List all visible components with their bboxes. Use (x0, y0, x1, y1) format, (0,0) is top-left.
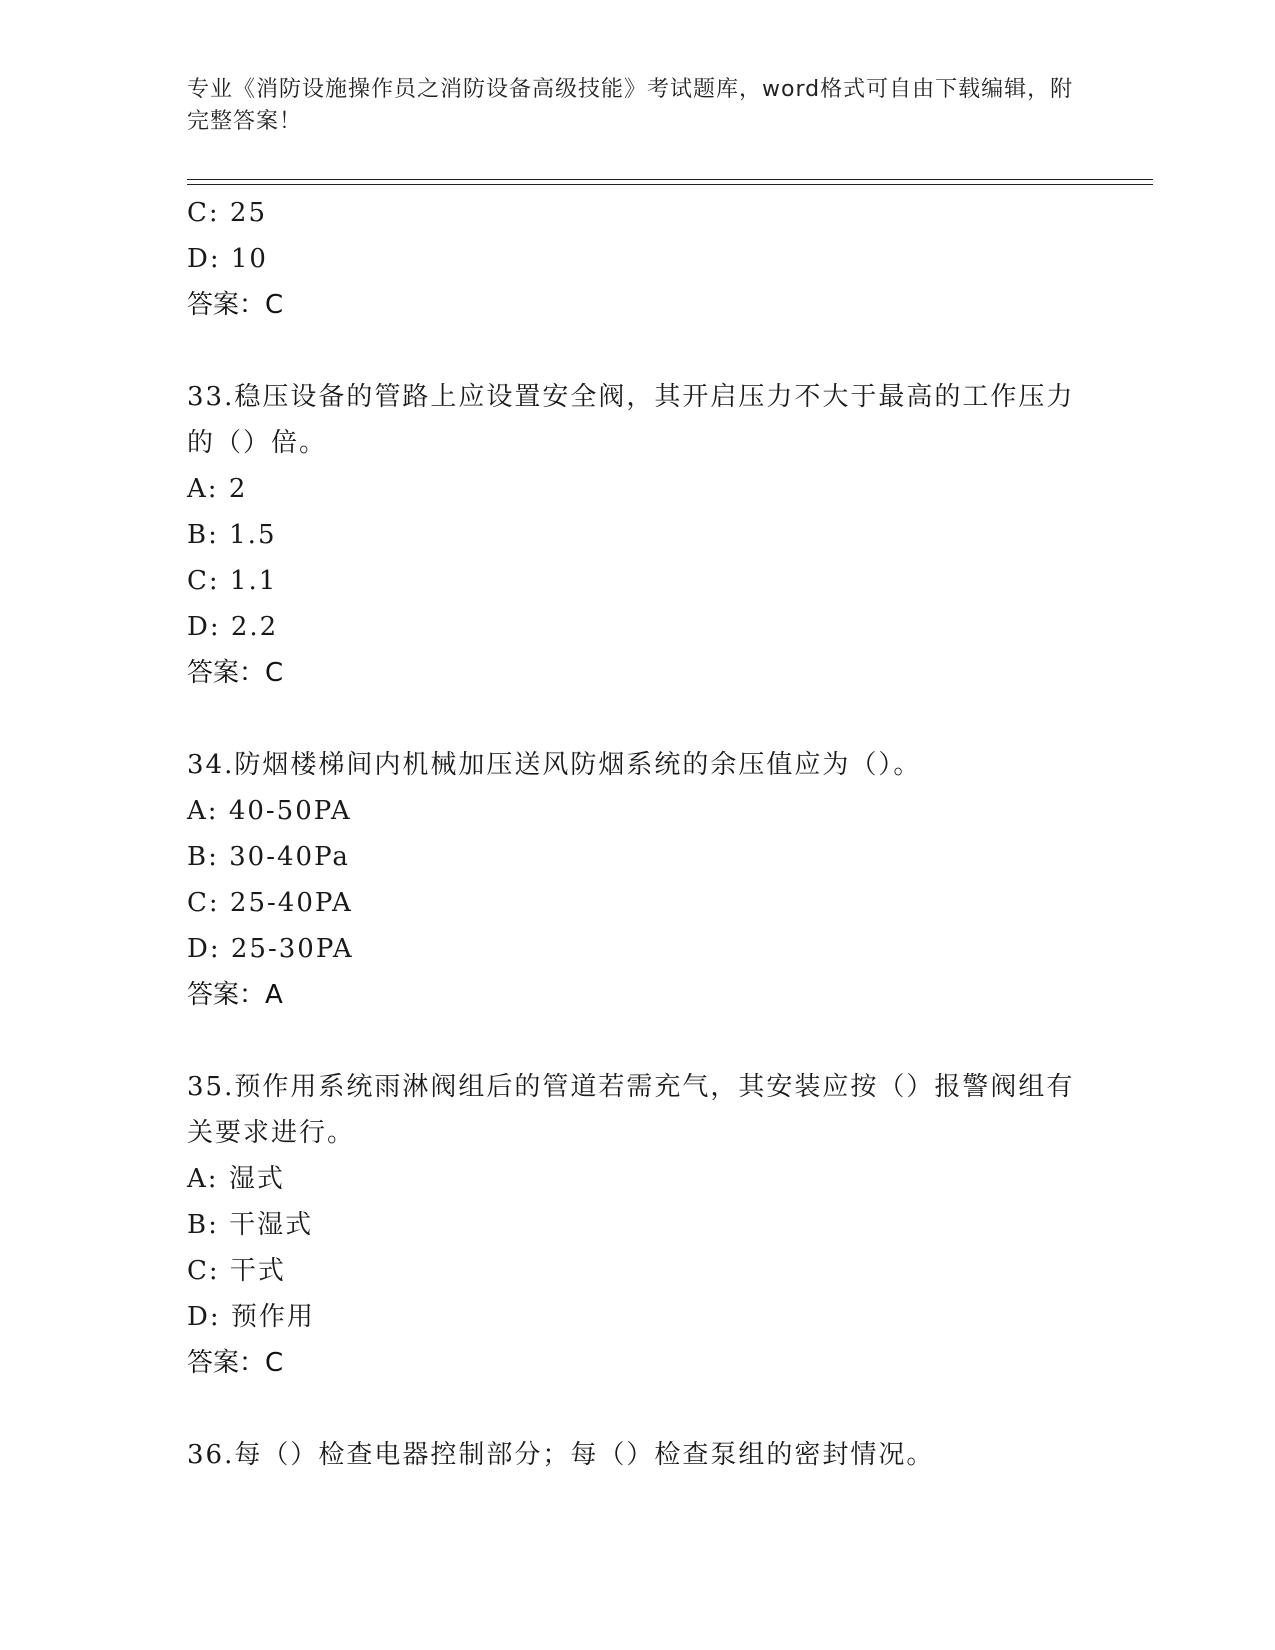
option-b: B: 1.5 (187, 520, 277, 550)
option-d: D: 10 (187, 244, 268, 274)
option-b: B: 干湿式 (187, 1210, 314, 1240)
document-header: 专业《消防设施操作员之消防设备高级技能》考试题库，word格式可自由下载编辑，附完整答案！ (187, 77, 1074, 134)
option-c: C: 25-40PA (187, 888, 353, 918)
question-stem-34: 34.防烟楼梯间内机械加压送风防烟系统的余压值应为（）。 (187, 750, 922, 780)
option-d: D: 25-30PA (187, 934, 354, 964)
answer-line: 答案：C (187, 1348, 284, 1378)
header-divider-bottom (187, 184, 1153, 185)
question-content (187, 190, 1087, 1478)
option-c: C: 25 (187, 198, 268, 228)
option-c: C: 干式 (187, 1256, 286, 1286)
option-a: A: 40-50PA (187, 796, 352, 826)
header-divider-top (187, 179, 1153, 180)
question-stem-36: 36.每（）检查电器控制部分；每（）检查泵组的密封情况。 (187, 1440, 935, 1470)
answer-line: 答案：A (187, 980, 283, 1010)
option-c: C: 1.1 (187, 566, 278, 596)
answer-line: 答案：C (187, 658, 284, 688)
question-stem-35: 35.预作用系统雨淋阀组后的管道若需充气，其安装应按（）报警阀组有关要求进行。 (187, 1072, 1075, 1148)
option-b: B: 30-40Pa (187, 842, 350, 872)
question-stem-33: 33.稳压设备的管路上应设置安全阀，其开启压力不大于最高的工作压力的（）倍。 (187, 382, 1075, 458)
option-a: A: 湿式 (187, 1164, 285, 1194)
option-d: D: 预作用 (187, 1302, 315, 1332)
option-d: D: 2.2 (187, 612, 279, 642)
option-a: A: 2 (187, 474, 248, 504)
answer-line: 答案：C (187, 290, 284, 320)
